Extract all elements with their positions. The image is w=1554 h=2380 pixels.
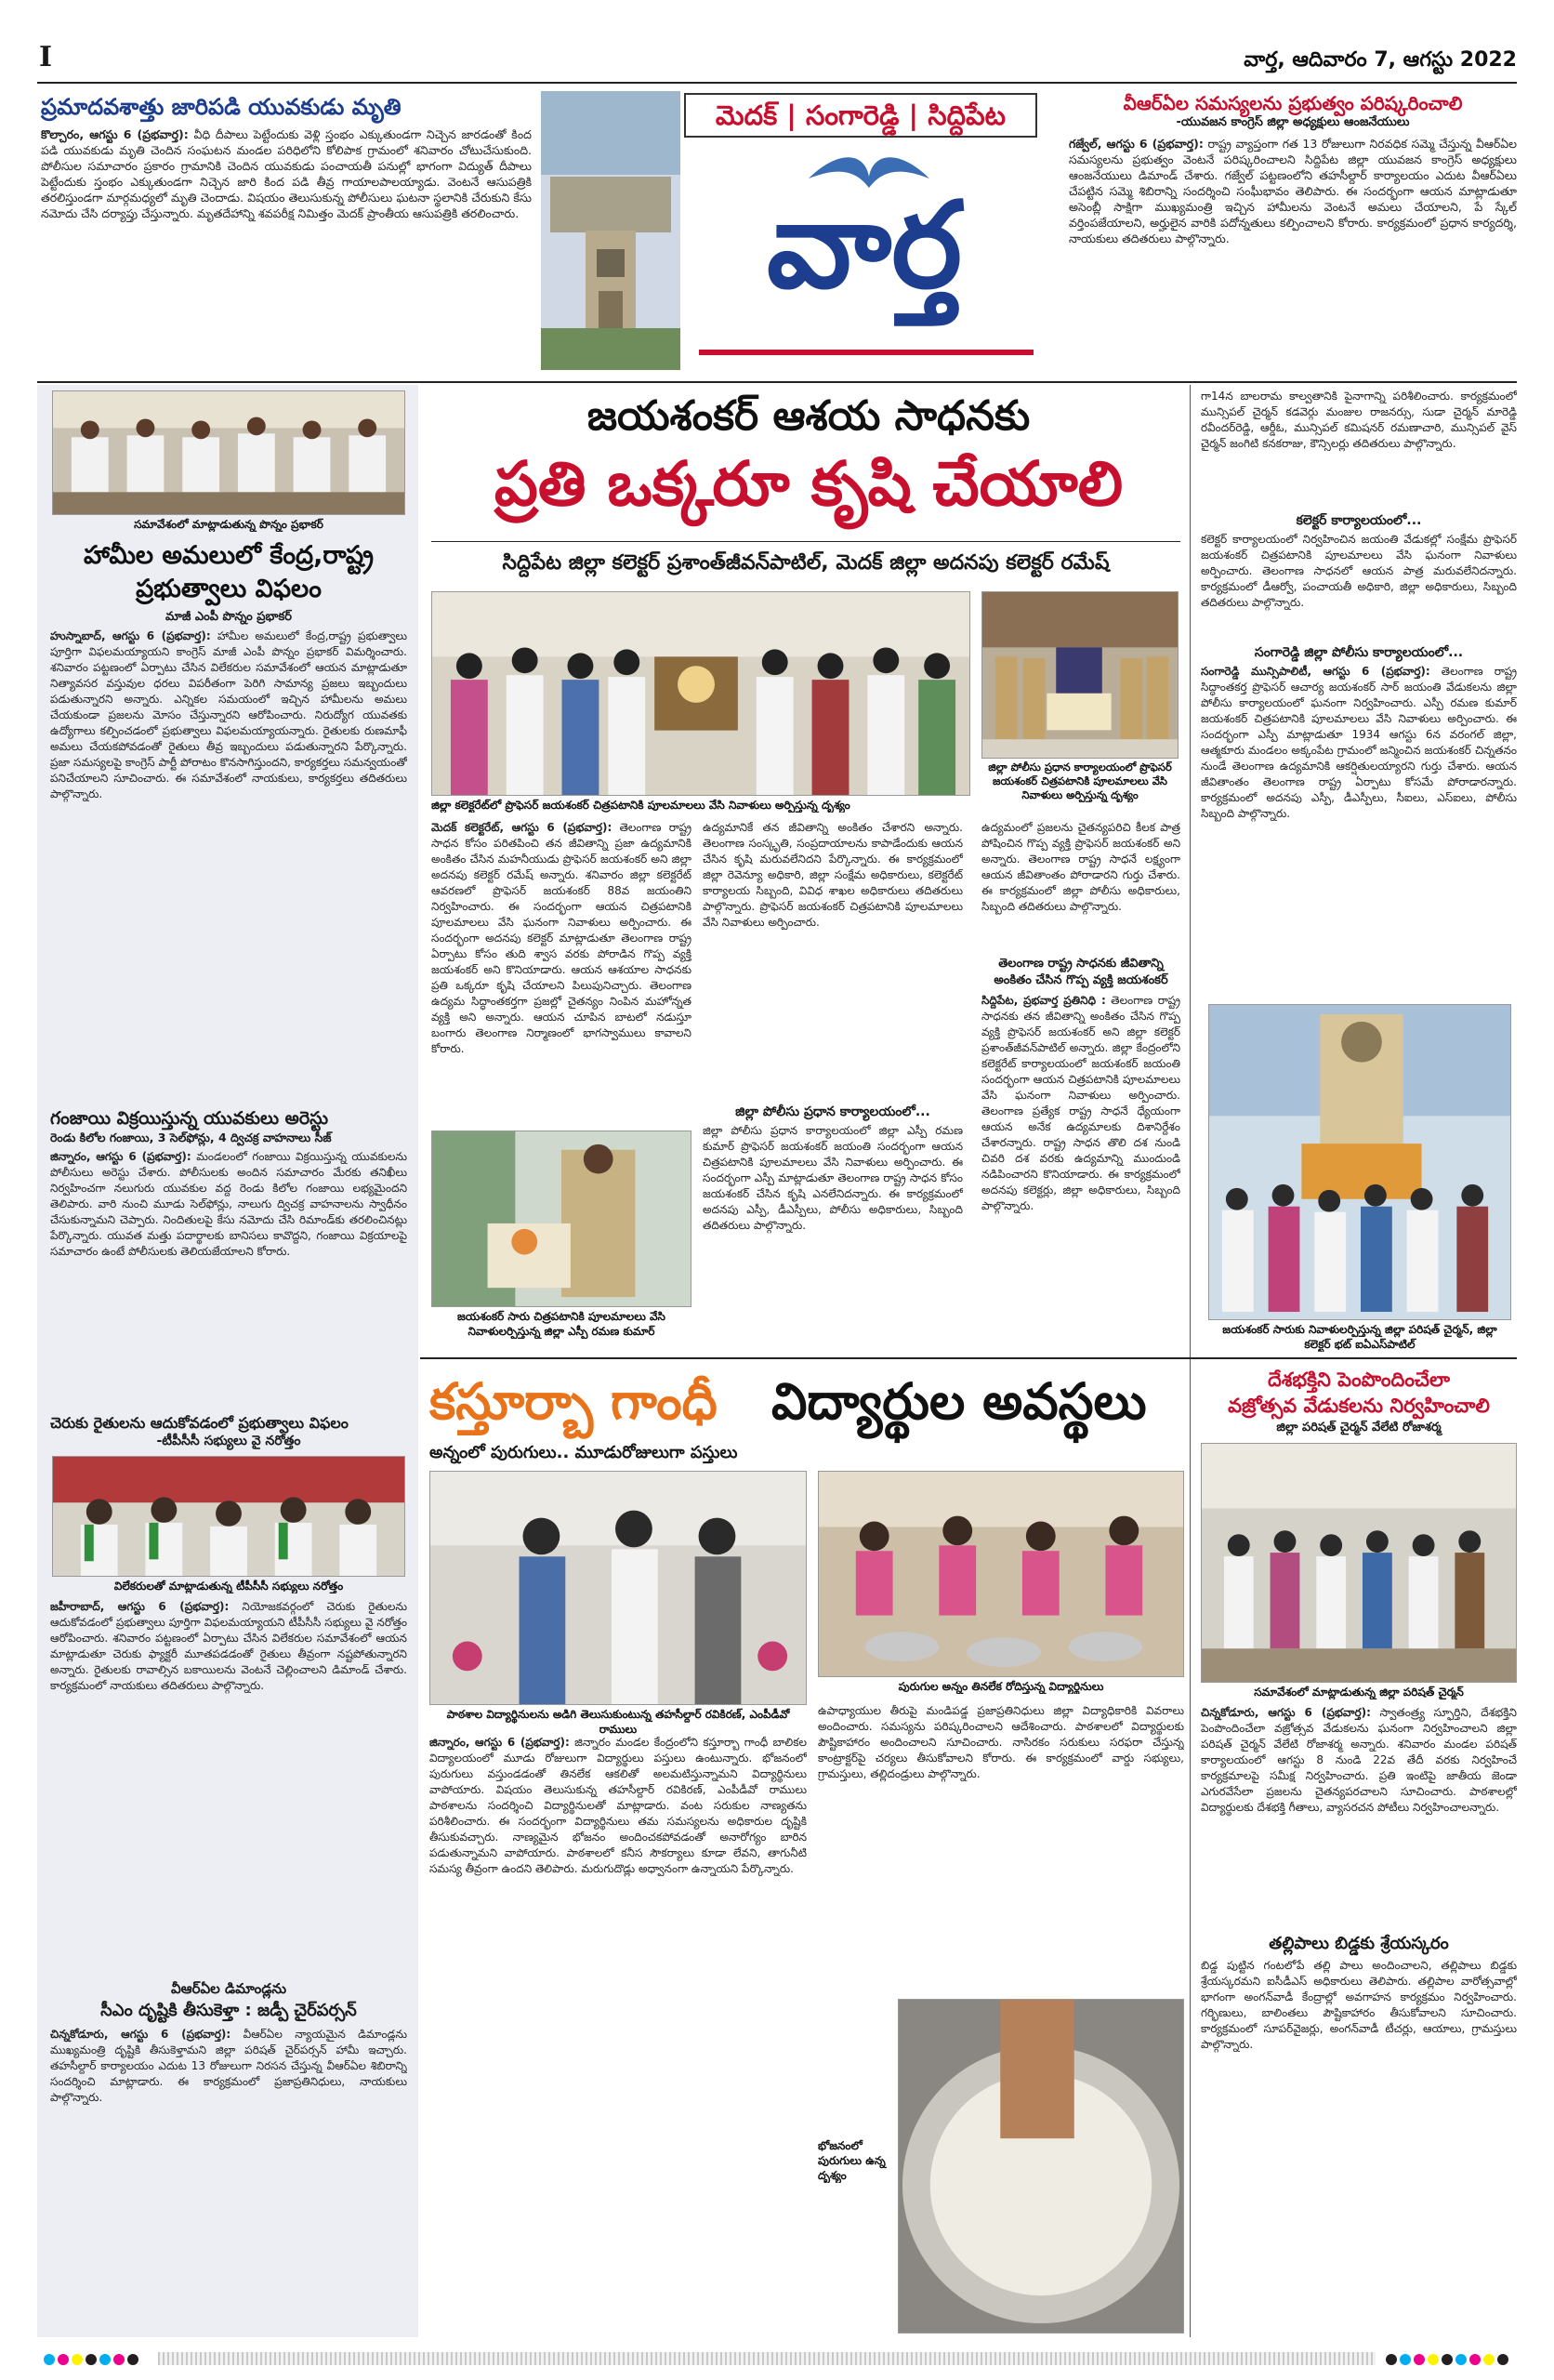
kasturba-headline-b: విద్యార్థుల అవస్థలు [771, 1372, 1147, 1431]
kasturba-body1 [429, 1735, 807, 2330]
br-title3: తల్లిపాలు బిడ్డకు శ్రేయస్కరం [1269, 1934, 1449, 1953]
kasturba-photo-students [818, 1471, 1184, 1677]
masthead-districts: మెదక్ | సంగారెడ్డి | సిద్దిపేట [715, 99, 1007, 131]
right-b1-text: కలెక్టర్ కార్యాలయంలో నిర్వహించిన జయంతి వేడుకల్లో సంక్షేమ ప్రొఫెసర్ జయశంకర్ చిత్రపటానికి పూలమాలలు వేసి ఘనంగా నివాళులు అర్పించారు. తెలంగాణ సాధనలో ఆయన పాత్ర మరువలేనిదన్నారు. కార్యక్రమంలో డీఆర్వో, పంచాయతీ అధికారి, జిల్లా అధికారులు, సిబ్బంది తదితరులు పాల్గొన్నారు. [1201, 533, 1517, 609]
top-right-text: రాష్ట్ర వ్యాప్తంగా గత 13 రోజులుగా నిరవధిక సమ్మె చేస్తున్న వీఆర్ఏల సమస్యలను ప్రభుత్వం వెంటనే పరిష్కరించాలని సిద్దిపేట జిల్లా యువజన కాంగ్రెస్ అధ్యక్షులు ఆంజనేయులు డిమాండ్ చేశారు. గజ్వేల్ పట్టణంలోని తహసీల్దార్ కార్యాలయం ఎదుట వీఆర్ఏలు చేపట్టిన సమ్మె శిబిరాన్ని సందర్శించి సంఘీభావం తెలిపారు. ఈ సందర్భంగా ఆయన మాట్లాడుతూ అసెంబ్లీ సాక్షిగా ముఖ్యమంత్రి ఇచ్చిన హామీలను వెంటనే అమలు చేయాలని, పే స్కేల్ వర్తింపజేయాలని, అర్హులైన వారికి పదోన్నతులు కల్పించాలని కోరారు. కార్యక్రమంలో ప్రధాన కార్యదర్శి, నాయకులు తదితరులు పాల్గొన్నారు. [1069, 137, 1517, 245]
top-right-dateline: గజ్వేల్, ఆగస్టు 6 (ప్రభవార్త): [1069, 137, 1204, 151]
br-text3: బిడ్డ పుట్టిన గంటలోపే తల్లి పాలు అందించాలని, తల్లిపాలు బిడ్డకు శ్రేయస్కరమని ఐసీడీఎస్ అధికారులు తెలిపారు. తల్లిపాల వారోత్సవాల్లో భాగంగా అంగన్‌వాడీ కేంద్రాల్లో అవగాహన కార్యక్రమం నిర్వహించారు. గర్భిణులు, బాలింతలు పౌష్టికాహారం తీసుకోవాలని సూచించారు. కార్యక్రమంలో సూపర్‌వైజర్లు, అంగన్‌వాడీ టీచర్లు, ఆయాలు, గ్రామస్తులు పాల్గొన్నారు. [1201, 1959, 1517, 2051]
left-s4-dateline: చిన్నకోడూరు, ఆగస్టు 6 (ప్రభవార్త): [50, 2028, 231, 2041]
main-col3-text2: తెలంగాణ రాష్ట్ర సాధనకు తన జీవితాన్ని అంకితం చేసిన గొప్ప వ్యక్తి ప్రొఫెసర్ జయశంకర్ అని జిల్లా కలెక్టర్ ప్రశాంత్‌జీవన్‌పాటిల్ అన్నారు. జిల్లా కేంద్రంలోని కలెక్టరేట్ కార్యాలయంలో జయశంకర్ జయంతి సందర్భంగా ఆయన చిత్రపటానికి పూలమాలలు వేసి ఘనంగా నివాళులు అర్పించారు. తెలంగాణ ప్రత్యేక రాష్ట్ర సాధనే ధ్యేయంగా ఆయన అనేక ఉద్యమాలకు దిశానిర్దేశం చేశారన్నారు. రాష్ట్ర సాధన తొలి దశ నుండి చివరి దశ వరకు ఉద్యమాన్ని ముందుండి నడిపించారని కొనియాడారు. ఈ కార్యక్రమంలో అదనపు కలెక్టర్లు, జిల్లా అధికారులు, సిబ్బంది పాల్గొన్నారు. [981, 994, 1180, 1212]
left-s3-dateline: జహీరాబాద్, ఆగస్టు 6 (ప్రభవార్త): [50, 1600, 230, 1613]
kasturba-photo-food [898, 1999, 1184, 2334]
main-photo-police-hq [981, 591, 1179, 759]
right-h1: కలెక్టర్ కార్యాలయంలో... [1296, 513, 1422, 528]
left-s1-title: హామీల అమలులో కేంద్ర,రాష్ట్ర ప్రభుత్వాలు విఫలం [83, 541, 375, 603]
main-headline: ప్రతి ఒక్కరూ కృషి చేయాలి [494, 448, 1124, 520]
footer-colour-marks-right [1385, 2352, 1515, 2365]
main-col3-text: ఉద్యమంలో ప్రజలను చైతన్యపరిచి కీలక పాత్ర పోషించిన గొప్ప వ్యక్తి ప్రొఫెసర్ జయశంకర్ అని అన్నారు. తెలంగాణ రాష్ట్ర సాధనే లక్ష్యంగా ఆయన జీవితాంతం పోరాడారని గుర్తు చేశారు. ఈ కార్యక్రమంలో జిల్లా పోలీసు అధికారులు, సిబ్బంది తదితరులు పాల్గొన్నారు. [981, 821, 1180, 913]
right-intro [1201, 389, 1517, 509]
left-s2-text: మండలంలో గంజాయి విక్రయిస్తున్న యువకులను పోలీసులు అరెస్టు చేశారు. పోలీసులకు అందిన సమాచారం మేరకు తనిఖీలు నిర్వహించగా నలుగురు యువకుల వద్ద రెండు కిలోల గంజాయి లభ్యమైందని తెలిపారు. వారి నుంచి మూడు సెల్‌ఫోన్లు, నాలుగు ద్విచక్ర వాహనాలను స్వాధీనం చేసుకున్నామని చెప్పారు. నిందితులపై కేసు నమోదు చేసి రిమాండ్‌కు తరలించినట్లు పేర్కొన్నారు. యువత మత్తు పదార్థాలకు బానిసలు కావొద్దని, గంజాయి విక్రయాలపై సమాచారం ఉంటే పోలీసులకు తెలియజేయాలని కోరారు. [50, 1150, 407, 1258]
right-b2-dateline: సంగారెడ్డి మున్సిపాలిటీ, ఆగస్టు 6 (ప్రభవార్త): [1201, 665, 1430, 678]
page-number: I [39, 41, 53, 73]
header-rule [37, 82, 1517, 84]
masthead-photo [541, 91, 680, 370]
main-headline-rule [431, 541, 1180, 542]
main-photo-collectorate [431, 591, 970, 796]
right-b2-text: తెలంగాణ రాష్ట్ర సిద్ధాంతకర్త ప్రొఫెసర్ ఆచార్య జయశంకర్ సార్ జయంతి వేడుకలను జిల్లా పోలీసు కార్యాలయంలో ఘనంగా నిర్వహించారు. ఎస్పీ రమణ కుమార్ జయశంకర్ చిత్రపటానికి పూలమాలలు వేసి నివాళులు అర్పించారు. ఈ సందర్భంగా ఎస్పీ మాట్లాడుతూ 1934 ఆగస్టు 6న వరంగల్ జిల్లా, ఆత్మకూరు మండలం అక్కంపేట గ్రామంలో జన్మించిన జయశంకర్ చిన్నతనం నుండే తెలంగాణ ఉద్యమానికి ఆకర్షితులయ్యారని గుర్తు చేశారు. ఆయన జీవితాంతం తెలంగాణ రాష్ట్ర ఏర్పాటు కోసమే పోరాడారన్నారు. కార్యక్రమంలో అదనపు ఎస్పీ, డీఎస్పీలు, సీఐలు, ఎస్ఐలు, పోలీసు సిబ్బంది పాల్గొన్నారు. [1201, 665, 1517, 820]
top-right-subtitle: -యువజన కాంగ్రెస్ జిల్లా అధ్యక్షులు ఆంజనేయులు [1176, 115, 1410, 129]
kasturba-headline-a: కస్తూర్బా గాంధీ [429, 1372, 718, 1431]
main-subhead: సిద్దిపేట జిల్లా కలెక్టర్ ప్రశాంత్‌జీవన్‌పాటిల్, మెదక్ జిల్లా అదనపు కలెక్టర్ రమేష్ [502, 551, 1110, 575]
left-s3-title: చెరుకు రైతులను ఆదుకోవడంలో ప్రభుత్వాలు విఫలం [50, 1414, 349, 1432]
br-sub: జిల్లా పరిషత్ చైర్మన్ వేలేటి రోజాశర్మ [1276, 1421, 1442, 1435]
right-intro-text: గా14న బాలరామ కాల్వతానికి పైనాగాన్ని పరిశీలించారు. కార్యక్రమంలో మున్సిపల్ చైర్మన్ కడవెర్గు మంజుల రాజనర్సు, సుడా చైర్మన్ మారెడ్డి రవీందర్‌రెడ్డి, ఆర్డీఓ, మున్సిపల్ కమిషనర్ రమణాచారి, మున్సిపల్ వైస్ చైర్మన్ జంగిటి కనకరాజు, కౌన్సిలర్లు తదితరులు పాల్గొన్నారు. [1201, 390, 1517, 450]
page-dateline: వార్త, ఆదివారం 7, ఆగస్టు 2022 [1244, 48, 1517, 72]
br-title2: వజ్రోత్సవ వేడుకలను నిర్వహించాలి [1228, 1395, 1490, 1417]
main-col1-body [431, 820, 691, 1127]
main-kicker: జయశంకర్ ఆశయ సాధనకు [586, 392, 1031, 440]
top-left-title: ప్రమాదవశాత్తు జారిపడి యువకుడు మృతి [41, 94, 402, 120]
left-s1-sub: మాజీ ఎంపీ పొన్నం ప్రభాకర్ [165, 610, 293, 624]
br-body3 [1201, 1958, 1517, 2330]
br-body [1201, 1705, 1517, 1928]
top-right-title: వీఆర్ఏల సమస్యలను ప్రభుత్వం పరిష్కరించాలి [1123, 92, 1463, 114]
left-s2-dateline: జిన్నారం, ఆగస్టు 6 (ప్రభవార్త): [50, 1150, 191, 1163]
main-police-body [703, 1123, 963, 1318]
main-column-divider [1190, 385, 1191, 1361]
masthead-banner [684, 93, 1037, 138]
top-left-text: వీధి దీపాలు పెట్టేందుకు వెళ్లి స్తంభం ఎక్కుతుండగా నిచ్చెన జారడంతో కింద పడి యువకుడు మృతి చెందిన సంఘటన మండల పరిధిలోని కోలిపాక గ్రామంలో శనివారం చోటుచేసుకుంది. పోలీసుల సమాచారం ప్రకారం గ్రామానికి చెందిన యువకుడు పంచాయతీ పనుల్లో భాగంగా విద్యుత్ దీపాలు పెట్టేందుకు స్తంభం ఎక్కుతుండగా నిచ్చెన జారి కింద పడి తీవ్ర గాయాలపాలయ్యాడు. వెంటనే ఆసుపత్రికి తరలిస్తుండగా మార్గమధ్యలో మృతి చెందాడు. విషయం తెలుసుకున్న పోలీసులు ఘటనా స్థలానికి చేరుకుని కేసు నమోదు చేసి దర్యాప్తు చేస్తున్నారు. మృతదేహాన్ని శవపరీక్ష నిమిత్తం మెదక్ ప్రాంతీయ ఆసుపత్రికి తరలించారు. [41, 127, 532, 220]
footer-grey-scale [158, 2352, 1376, 2365]
main-police-title: జిల్లా పోలీసు ప్రధాన కార్యాలయంలో... [735, 1104, 930, 1119]
kasturba-body2 [818, 1703, 1184, 1993]
kasturba-dateline: జిన్నారం, ఆగస్టు 6 (ప్రభవార్త): [429, 1736, 570, 1749]
left-s3-body [50, 1599, 407, 1971]
left-s2-body [50, 1149, 407, 1409]
right-h2: సంగారెడ్డి జిల్లా పోలీసు కార్యాలయంలో... [1254, 645, 1464, 660]
main-col2-text: ఉద్యమానికే తన జీవితాన్ని అంకితం చేశారని అన్నారు. తెలంగాణ సంస్కృతి, సంప్రదాయాలను కాపాడేందుకు ఆయన చేసిన కృషి మరువలేనిదని పేర్కొన్నారు. ఈ కార్యక్రమంలో జిల్లా రెవెన్యూ అధికారి, జిల్లా సంక్షేమ అధికారులు, కలెక్టరేట్ కార్యాలయ సిబ్బంది, వివిధ శాఖల అధికారులు తదితరులు పాల్గొన్నారు. ప్రొఫెసర్ జయశంకర్ చిత్రపటానికి పూలమాలలు వేసి నివాళులు అర్పించారు. [703, 821, 963, 929]
br-photo-meeting [1201, 1443, 1517, 1683]
main-photo-sp-caption: జయశంకర్ సారు చిత్రపటానికి పూలమాలలు వేసి నివాళులర్పిస్తున్న జిల్లా ఎస్పీ రమణ కుమార్ [456, 1310, 665, 1338]
left-s2-sub: రెండు కిలోల గంజాయి, 3 సెల్‌ఫోన్లు, 4 ద్విచక్ర వాహనాలు సీజ్ [50, 1130, 332, 1144]
top-left-body [41, 126, 532, 377]
left-s1-text: హామీల అమలులో కేంద్ర,రాష్ట్ర ప్రభుత్వాలు పూర్తిగా విఫలమయ్యాయని కాంగ్రెస్ మాజీ ఎంపీ పొన్నం ప్రభాకర్ విమర్శించారు. శనివారం పట్టణంలో ఏర్పాటు చేసిన విలేకరుల సమావేశంలో ఆయన మాట్లాడుతూ నిత్యావసర వస్తువుల ధరలు విపరీతంగా పెరిగి సామాన్య ప్రజలు ఇబ్బందులు పడుతున్నారని అన్నారు. ఎన్నికల సమయంలో ఇచ్చిన హామీలను అమలు చేయకుండా ప్రజలను మోసం చేస్తున్నారని ఆరోపించారు. నిరుద్యోగ యువతకు ఉద్యోగాలు కల్పించడంలో ప్రభుత్వాలు విఫలమయ్యాయన్నారు. రైతులకు రుణమాఫీ అమలు చేయకపోవడంతో రైతులు తీవ్ర ఇబ్బందులు పడుతున్నారని పేర్కొన్నారు. ప్రజా సమస్యలపై కాంగ్రెస్ పార్టీ పోరాటం కొనసాగిస్తుందని, కార్యకర్తలు సమన్వయంతో పనిచేయాలని సూచించారు. ఈ సమావేశంలో నాయకులు, కార్యకర్తలు తదితరులు పాల్గొన్నారు. [50, 629, 407, 800]
br-dateline: చిన్నకోడూరు, ఆగస్టు 6 (ప్రభవార్త): [1201, 1706, 1371, 1719]
main-col2-body [703, 820, 963, 1099]
main-col3-title: తెలంగాణ రాష్ట్ర సాధనకు జీవితాన్ని అంకితం చేసిన గొప్ప వ్యక్తి జయశంకర్ [994, 957, 1168, 987]
br-text: స్వాతంత్ర్య స్ఫూర్తిని, దేశభక్తిని పెంపొందించేలా వజ్రోత్సవ వేడుకలను ఘనంగా నిర్వహించాలని జిల్లా పరిషత్ చైర్మన్ వేలేటి రోజాశర్మ అన్నారు. శనివారం మండల పరిషత్ కార్యాలయంలో ఆగస్టు 8 నుండి 22వ తేదీ వరకు నిర్వహించే కార్యక్రమాలపై సమీక్ష నిర్వహించారు. ప్రతి ఇంటిపై జాతీయ జెండా ఎగురవేసేలా ప్రజలను చైతన్యపరచాలని సూచించారు. పాఠశాలల్లో విద్యార్థులకు దేశభక్తి గీతాలు, వ్యాసరచన పోటీలు నిర్వహించాలన్నారు. [1201, 1706, 1517, 1814]
kasturba-photo-students-caption: పురుగుల అన్నం తినలేక రోదిస్తున్న విద్యార్థినులు [898, 1680, 1104, 1693]
left-photo-press [52, 1456, 405, 1577]
main-col1-dateline: మెదక్ కలెక్టరేట్, ఆగస్టు 6 (ప్రభవార్త): [431, 821, 612, 834]
top-right-body [1069, 136, 1517, 372]
main-col3-body2 [981, 993, 1180, 1316]
top-left-dateline: కొల్చారం, ఆగస్టు 6 (ప్రభవార్త): [41, 127, 189, 141]
right-b2 [1201, 664, 1517, 998]
left-s3-text: నియోజకవర్గంలో చెరుకు రైతులను ఆదుకోవడంలో ప్రభుత్వాలు పూర్తిగా విఫలమయ్యాయని టీపీసీసీ సభ్యులు వై నరోత్తం ఆరోపించారు. శనివారం పట్టణంలో ఏర్పాటు చేసిన విలేకరుల సమావేశంలో ఆయన మాట్లాడుతూ చెరుకు ఫ్యాక్టరీ మూతపడడంతో రైతులు తీవ్రంగా నష్టపోతున్నారని అన్నారు. రైతులకు రావాల్సిన బకాయిలను వెంటనే చెల్లించాలని డిమాండ్ చేశారు. కార్యక్రమంలో నాయకులు తదితరులు పాల్గొన్నారు. [50, 1600, 407, 1692]
main-photo-sp [431, 1130, 691, 1307]
left-s4-text: వీఆర్ఏల న్యాయమైన డిమాండ్లను ముఖ్యమంత్రి దృష్టికి తీసుకెళ్తామని జిల్లా పరిషత్ చైర్‌పర్సన్ హామీ ఇచ్చారు. తహసీల్దార్ కార్యాలయం ఎదుట 13 రోజులుగా నిరసన చేస్తున్న వీఆర్ఏల శిబిరాన్ని సందర్శించి మాట్లాడారు. ఈ కార్యక్రమంలో ప్రజాప్రతినిధులు, నాయకులు పాల్గొన్నారు. [50, 2028, 407, 2104]
left-s1-body [50, 628, 407, 1103]
main-col3-dateline: సిద్దిపేట, ప్రభవార్త ప్రతినిధి : [981, 994, 1106, 1007]
kasturba-photo-food-caption: భోజనంలో పురుగులు ఉన్న దృశ్యం [818, 2139, 886, 2182]
left-s3-sub: -టీపీసీసీ సభ్యులు వై నరోత్తం [156, 1434, 301, 1448]
bottom-right-divider [1190, 1361, 1191, 2337]
masthead-logo: వార్త [766, 177, 963, 315]
right-b1 [1201, 532, 1517, 641]
top-section-rule [37, 381, 1517, 383]
left-photo-meeting-caption: సమావేశంలో మాట్లాడుతున్న పొన్నం ప్రభాకర్ [134, 518, 323, 531]
kasturba-text1: జిన్నారం మండల కేంద్రంలోని కస్తూర్బా గాంధీ బాలికల విద్యాలయంలో మూడు రోజులుగా విద్యార్థులు పస్తులు ఉంటున్నారు. భోజనంలో పురుగులు వస్తుండడంతో తినలేక ఆకలితో అలమటిస్తున్నామని విద్యార్థినులు వాపోయారు. విషయం తెలుసుకున్న తహసీల్దార్ రవికిరణ్, ఎంపీడీవో రాములు పాఠశాలను సందర్శించి విద్యార్థినులతో మాట్లాడారు. వంట సరుకుల నాణ్యతను పరిశీలించారు. ఈ సందర్భంగా విద్యార్థినులు తమ సమస్యలను అధికారుల దృష్టికి తీసుకువచ్చారు. నాణ్యమైన భోజనం అందించకపోవడంతో అనారోగ్యం బారిన పడుతున్నామని వాపోయారు. పాఠశాలలో కనీస సౌకర్యాలు కూడా లేవని, తాగునీటి సమస్య తీవ్రంగా ఉందని తెలిపారు. మరుగుదొడ్లు అధ్వానంగా ఉన్నాయని పేర్కొన్నారు. [429, 1736, 807, 1875]
kasturba-top-rule [420, 1357, 1517, 1359]
left-s2-title: గంజాయి విక్రయిస్తున్న యువకులు అరెస్టు [50, 1108, 329, 1129]
right-photo-tribute [1208, 1004, 1511, 1320]
kasturba-text2: ఉపాధ్యాయుల తీరుపై మండిపడ్డ ప్రజాప్రతినిధులు జిల్లా విద్యాధికారికి వివరాలు అందించారు. సమస్యను పరిష్కరించాలని ఆదేశించారు. పాఠశాలలో విద్యార్థులకు పౌష్టికాహారం అందించాలని సూచించారు. నాసిరకం సరుకులు సరఫరా చేస్తున్న కాంట్రాక్టర్‌పై చర్యలు తీసుకోవాలని కోరారు. ఈ కార్యక్రమంలో వార్డు సభ్యులు, గ్రామస్తులు, తల్లిదండ్రులు పాల్గొన్నారు. [818, 1704, 1184, 1780]
main-photo-collectorate-caption: జిల్లా కలెక్టరేట్‌లో ప్రొఫెసర్ జయశంకర్ చిత్రపటానికి పూలమాలలు వేసి నివాళులు అర్పిస్తున్న దృశ్యం [431, 799, 850, 812]
br-title1: దేశభక్తిని పెంపొందించేలా [1268, 1368, 1450, 1391]
left-photo-meeting [52, 390, 405, 515]
kasturba-subhead: అన్నంలో పురుగులు.. మూడురోజులుగా పస్తులు [429, 1443, 738, 1462]
left-photo-press-caption: విలేకరులతో మాట్లాడుతున్న టీపీసీసీ సభ్యులు నరోత్తం [113, 1580, 344, 1593]
left-s4-title: వీఆర్ఏల డిమాండ్లను [170, 1980, 287, 1997]
main-photo-police-hq-caption: జిల్లా పోలీసు ప్రధాన కార్యాలయంలో ప్రొఫెసర్ జయశంకర్ చిత్రపటానికి పూలమాలలు వేసి నివాళులు అర్పిస్తున్న దృశ్యం [988, 760, 1172, 801]
right-photo-tribute-caption: జయశంకర్ సారుకు నివాళులర్పిస్తున్న జిల్లా పరిషత్ చైర్మన్, జిల్లా కలెక్టర్ భట్ ఐఏఎస్‌పాటిల్ [1222, 1323, 1497, 1351]
left-s4-body [50, 2027, 407, 2334]
footer-colour-marks-left [43, 2352, 145, 2365]
main-col3-body [981, 820, 1180, 950]
left-s1-dateline: హుస్నాబాద్, ఆగస్టు 6 (ప్రభవార్త): [50, 629, 211, 642]
br-photo-meeting-caption: సమావేశంలో మాట్లాడుతున్న జిల్లా పరిషత్ చైర్మన్ [1254, 1686, 1464, 1699]
main-col1-text: తెలంగాణ రాష్ట్ర సాధన కోసం పరితపించి తన జీవితాన్ని ప్రజా ఉద్యమానికి అంకితం చేసిన మహనీయుడు ప్రొఫెసర్ జయశంకర్ అని జిల్లా అదనపు కలెక్టర్ రమేష్ అన్నారు. శనివారం జిల్లా కలెక్టరేట్ ఆవరణలో ప్రొఫెసర్ జయశంకర్ 88వ జయంతిని నిర్వహించారు. ఈ సందర్భంగా ఆయన చిత్రపటానికి పూలమాలలు వేసి ఘనంగా నివాళులు అర్పించారు. ఈ సందర్భంగా అదనపు కలెక్టర్ మాట్లాడుతూ తెలంగాణ రాష్ట్ర ఏర్పాటు కోసం తుది శ్వాస వరకు పోరాడిన గొప్ప వ్యక్తి జయశంకర్ అని కొనియాడారు. ఆయన ఆశయాల సాధనకు ప్రతి ఒక్కరూ కృషి చేయాలని పిలుపునిచ్చారు. తెలంగాణ ఉద్యమ సిద్ధాంతకర్తగా ప్రజల్లో చైతన్యం నింపిన మహోన్నత వ్యక్తి అని అన్నారు. ఆయన చూపిన బాటలో నడుస్తూ బంగారు తెలంగాణ నిర్మాణంలో భాగస్వాములు కావాలని కోరారు. [431, 821, 691, 1055]
main-police-text: జిల్లా పోలీసు ప్రధాన కార్యాలయంలో జిల్లా ఎస్పీ రమణ కుమార్ ప్రొఫెసర్ జయశంకర్ జయంతి సందర్భంగా ఆయన చిత్రపటానికి పూలమాలలు వేసి నివాళులు అర్పించారు. ఈ సందర్భంగా ఎస్పీ మాట్లాడుతూ తెలంగాణ రాష్ట్ర సాధన కోసం జయశంకర్ చేసిన కృషి ఎనలేనిదన్నారు. ఈ కార్యక్రమంలో అదనపు ఎస్పీ, డీఎస్పీలు, పోలీసు అధికారులు, సిబ్బంది తదితరులు పాల్గొన్నారు. [703, 1124, 963, 1232]
kasturba-photo-officials-caption: పాఠశాల విద్యార్థినులను అడిగి తెలుసుకుంటున్న తహసీల్దార్ రవికిరణ్, ఎంపీడీవో రాములు [446, 1708, 790, 1736]
left-s4-title2: సీఎం దృష్టికి తీసుకెళ్తా : జడ్పీ చైర్‌పర్సన్ [100, 2001, 357, 2020]
kasturba-photo-officials [429, 1471, 807, 1705]
masthead-underline [699, 350, 1034, 355]
